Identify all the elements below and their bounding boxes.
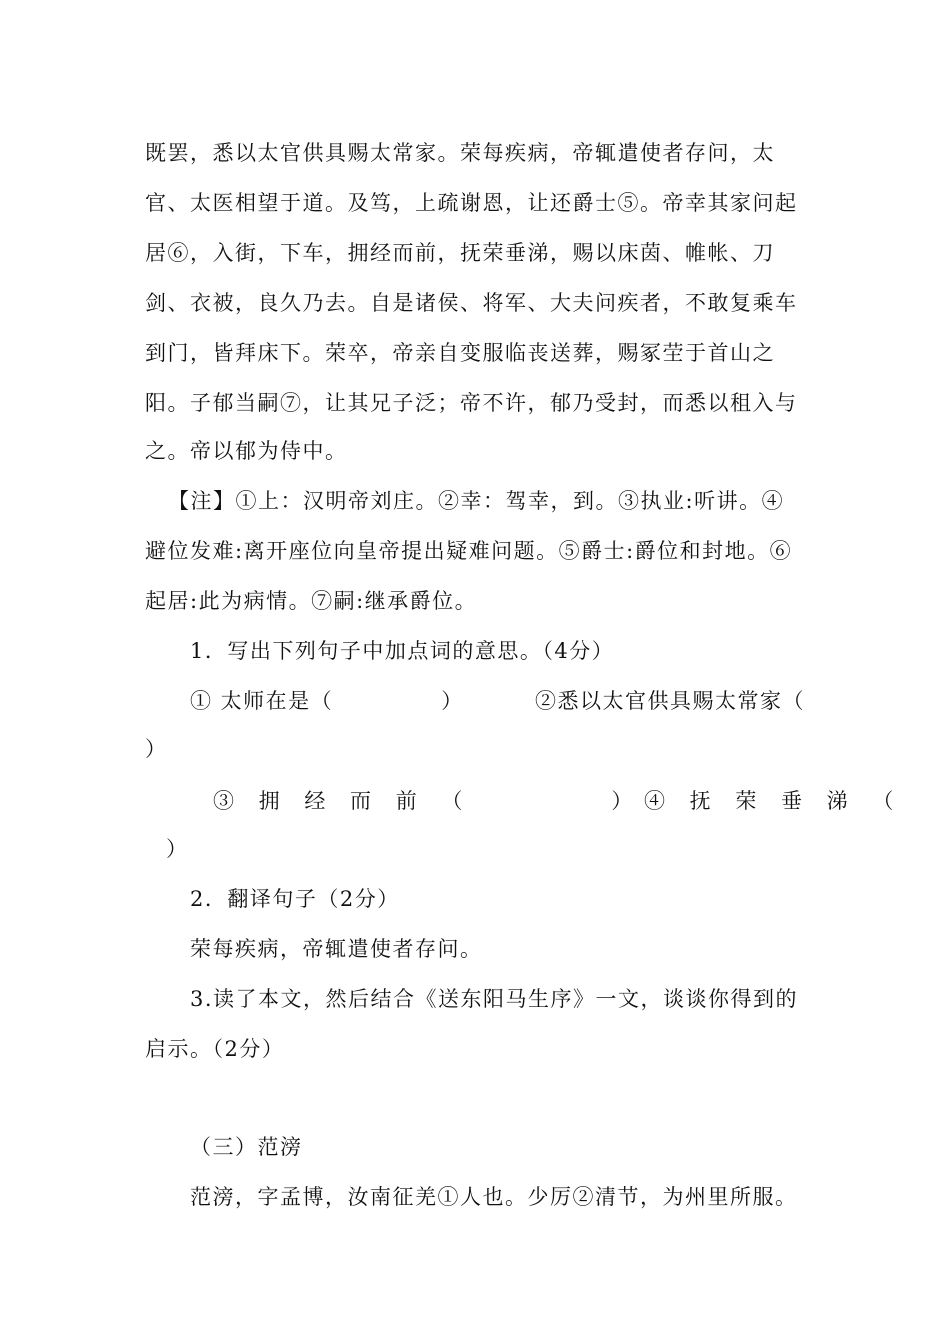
passage-line: 之。帝以郁为侍中。 xyxy=(145,439,348,463)
passage-line: 剑、衣被，良久乃去。自是诸侯、将军、大夫问疾者，不敢复乘车 xyxy=(145,291,798,315)
passage-line: 既罢，悉以太官供具赐太常家。荣每疾病，帝辄遣使者存问，太 xyxy=(145,141,775,165)
item-1-text: ① 太师在是（ xyxy=(190,689,334,713)
question-1-item-4: ④ 抚 荣 垂 涕 （ xyxy=(644,789,903,813)
passage-line: 到门，皆拜床下。荣卒，帝亲自变服临丧送葬，赐冢茔于首山之 xyxy=(145,341,775,365)
question-2-title: 2．翻译句子（2分） xyxy=(190,887,400,911)
passage-line: 官、太医相望于道。及笃，上疏谢恩，让还爵士⑤。帝幸其家问起 xyxy=(145,191,798,215)
item-1-close: ） xyxy=(441,689,464,713)
item-3-close: ） xyxy=(611,789,634,813)
question-1-title: 1．写出下列句子中加点词的意思。（4分） xyxy=(190,639,615,663)
question-3-line: 启示。（2分） xyxy=(145,1037,285,1061)
item-3-text: ③ 拥 经 而 前 （ xyxy=(213,789,472,813)
notes-line: 起居:此为病情。⑦嗣:继承爵位。 xyxy=(145,589,478,613)
question-1-item-1 xyxy=(190,688,464,714)
passage-line: 阳。子郁当嗣⑦，让其兄子泛；帝不许，郁乃受封，而悉以租入与 xyxy=(145,391,798,415)
question-1-item-2-wrap: ） xyxy=(145,737,168,761)
notes-line: 【注】①上：汉明帝刘庄。②幸：驾幸，到。③执业:听讲。④ xyxy=(168,489,785,513)
question-1-item-4-wrap: ） xyxy=(166,837,189,861)
section-heading: （三）范滂 xyxy=(190,1135,303,1159)
question-2-sentence: 荣每疾病，帝辄遣使者存问。 xyxy=(190,937,483,961)
section-first-line: 范滂，字孟博，汝南征羌①人也。少厉②清节，为州里所服。 xyxy=(190,1185,798,1209)
notes-line: 避位发难:离开座位向皇帝提出疑难问题。⑤爵士:爵位和封地。⑥ xyxy=(145,539,793,563)
question-1-item-2: ②悉以太官供具赐太常家（ xyxy=(535,689,805,713)
passage-line: 居⑥，入街，下车，拥经而前，抚荣垂涕，赐以床茵、帷帐、刀 xyxy=(145,241,775,265)
question-1-item-3 xyxy=(213,788,634,814)
question-3-line: 3.读了本文，然后结合《送东阳马生序》一文，谈谈你得到的 xyxy=(190,987,799,1011)
